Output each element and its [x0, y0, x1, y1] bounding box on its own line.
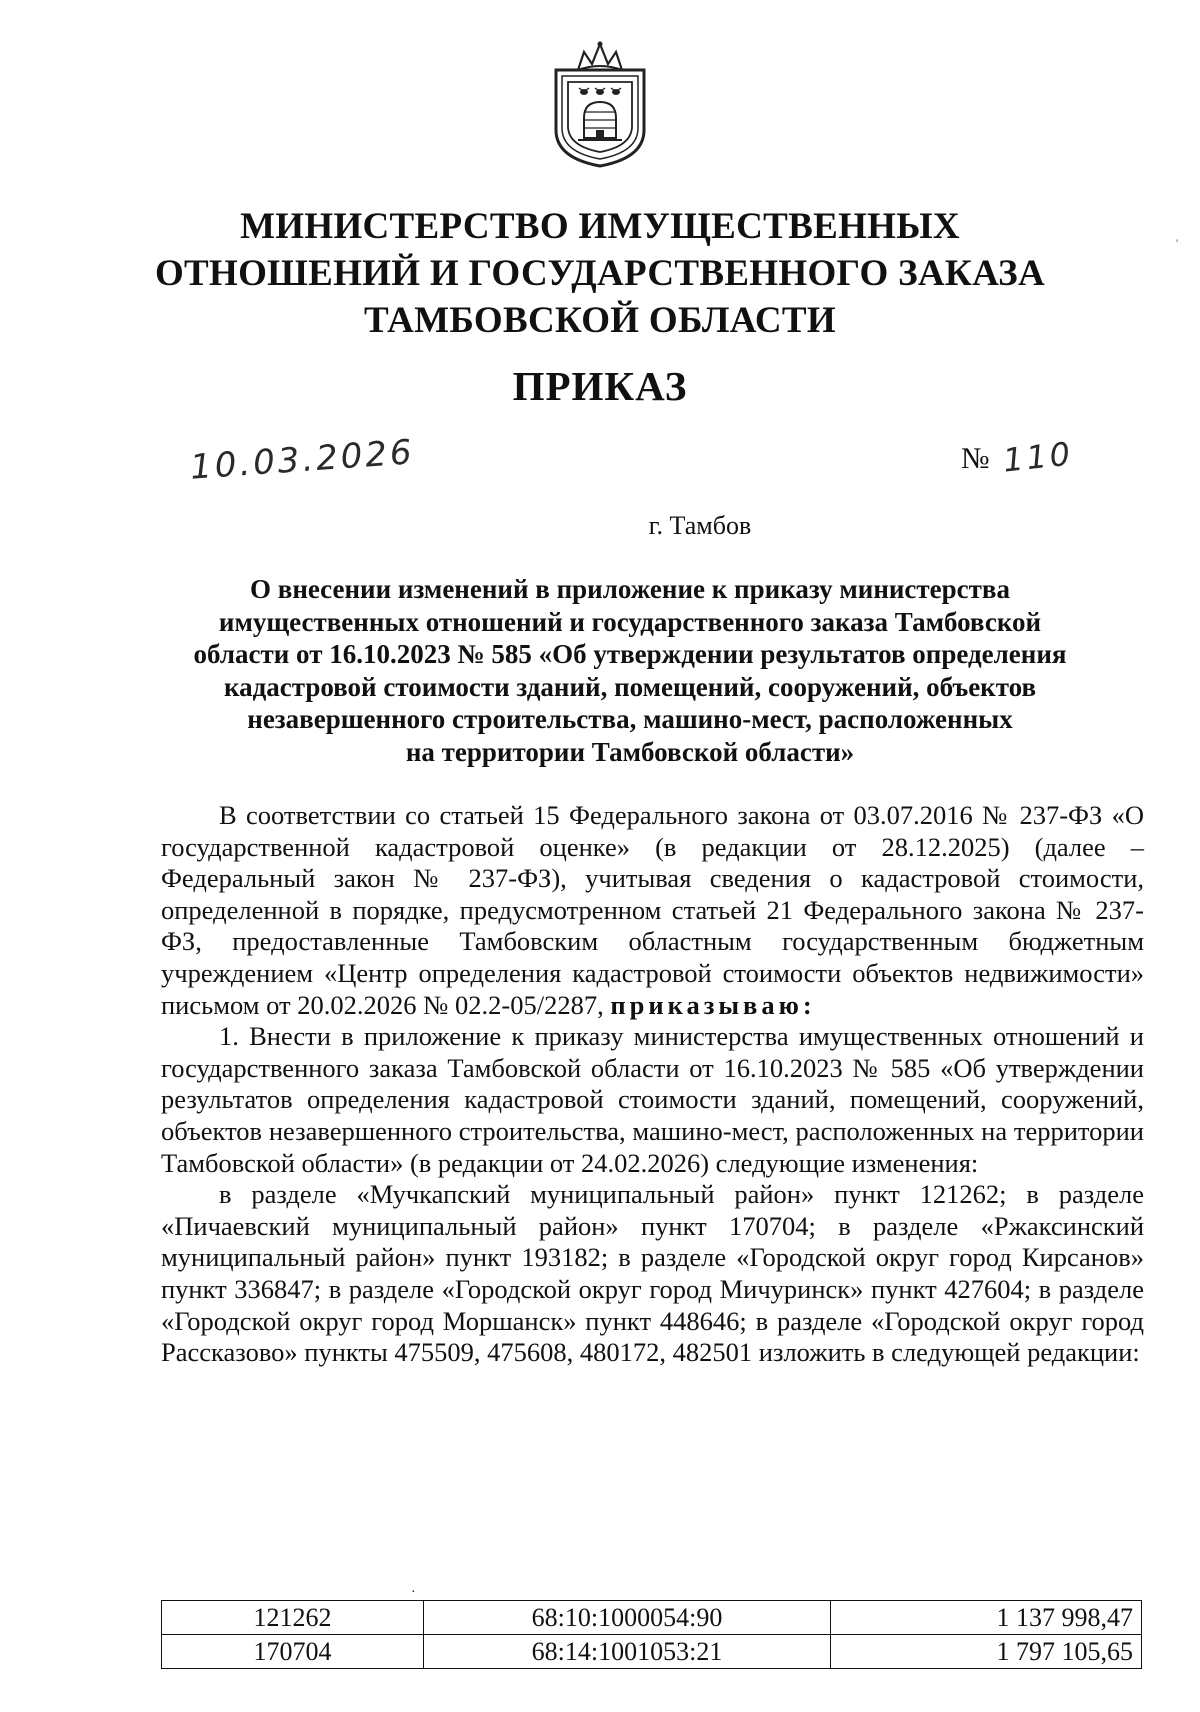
order-body: [161, 800, 1144, 1369]
item-1-paragraph: 1. Внести в приложение к приказу министерства имущественных отношений и государственного заказа Тамбовской области от 16.10.2023 № 585 «Об утверждении результатов определения кадастровой стоимости зданий, помещений, сооружений, объектов незавершенного строительства, машино-мест, расположенных на территории Тамбовской области» (в редакции от 24.02.2026) следующие изменения:: [161, 1021, 1144, 1178]
order-word: приказываю:: [610, 989, 816, 1020]
cadastral-value-cell: 1 797 105,65: [831, 1635, 1142, 1669]
handwritten-date: 10.03.2026: [188, 432, 416, 488]
cadastral-value-table: [161, 1600, 1142, 1669]
item-number-cell: 170704: [162, 1635, 424, 1669]
order-subject-heading: [180, 573, 1080, 768]
cadastral-number-cell: 68:14:1001053:21: [424, 1635, 831, 1669]
ministry-line: ТАМБОВСКОЙ ОБЛАСТИ: [364, 300, 836, 341]
order-number: [961, 434, 1075, 480]
subject-line: О внесении изменений в приложение к приказу министерства: [249, 574, 1011, 604]
subject-line: незавершенного строительства, машино-мест, расположенных: [247, 704, 1013, 734]
subject-line: кадастровой стоимости зданий, помещений, сооружений, объектов: [223, 671, 1037, 702]
cadastral-number-cell: 68:10:1000054:90: [424, 1601, 831, 1635]
ministry-line: ОТНОШЕНИЙ И ГОСУДАРСТВЕННОГО ЗАКАЗА: [154, 253, 1046, 294]
preamble-text: В соответствии со статьей 15 Федерального закона от 03.07.2016 № 237-ФЗ «О государственной кадастровой оценке» (в редакции от 28.12.2025) (далее – Федеральный закон № 237-ФЗ), учитывая сведения о кадастровой стоимости, определенной в порядке, предусмотренном статьей 21 Федерального закона № 237-ФЗ, предоставленные Тамбовским областным государственным бюджетным учреждением «Центр определения кадастровой стоимости объектов недвижимости» письмом от 20.02.2026 № 02.2-05/2287,: [161, 800, 1144, 1020]
cadastral-value-cell: 1 137 998,47: [831, 1601, 1142, 1635]
preamble-paragraph: [161, 800, 1144, 1021]
ministry-line: МИНИСТЕРСТВО ИМУЩЕСТВЕННЫХ: [240, 206, 960, 247]
table-row: [162, 1635, 1142, 1669]
coat-of-arms-emblem: [548, 40, 652, 170]
document-type-title: ПРИКАЗ: [512, 363, 688, 409]
city-line: г. Тамбов: [648, 511, 752, 540]
scan-mark: ·: [411, 1585, 416, 1600]
ministry-name: [100, 203, 1100, 344]
subject-line: области от 16.10.2023 № 585 «Об утверждении результатов определения: [193, 639, 1067, 669]
scan-mark: ': [1176, 236, 1179, 250]
subject-line: на территории Тамбовской области»: [405, 736, 855, 767]
handwritten-number: 110: [1001, 434, 1075, 480]
number-label: №: [961, 442, 990, 475]
table-row: [162, 1601, 1142, 1635]
item-number-cell: 121262: [162, 1601, 424, 1635]
subject-line: имущественных отношений и государственного заказа Тамбовской: [218, 606, 1042, 637]
item-1-detail-paragraph: в разделе «Мучкапский муниципальный район» пункт 121262; в разделе «Пичаевский муниципальный район» пункт 170704; в разделе «Ржаксинский муниципальный район» пункт 193182; в разделе «Городской округ город Кирсанов» пункт 336847; в разделе «Городской округ город Мичуринск» пункт 427604; в разделе «Городской округ город Моршанск» пункт 448646; в разделе «Городской округ город Рассказово» пункты 475509, 475608, 480172, 482501 изложить в следующей редакции:: [161, 1179, 1144, 1368]
